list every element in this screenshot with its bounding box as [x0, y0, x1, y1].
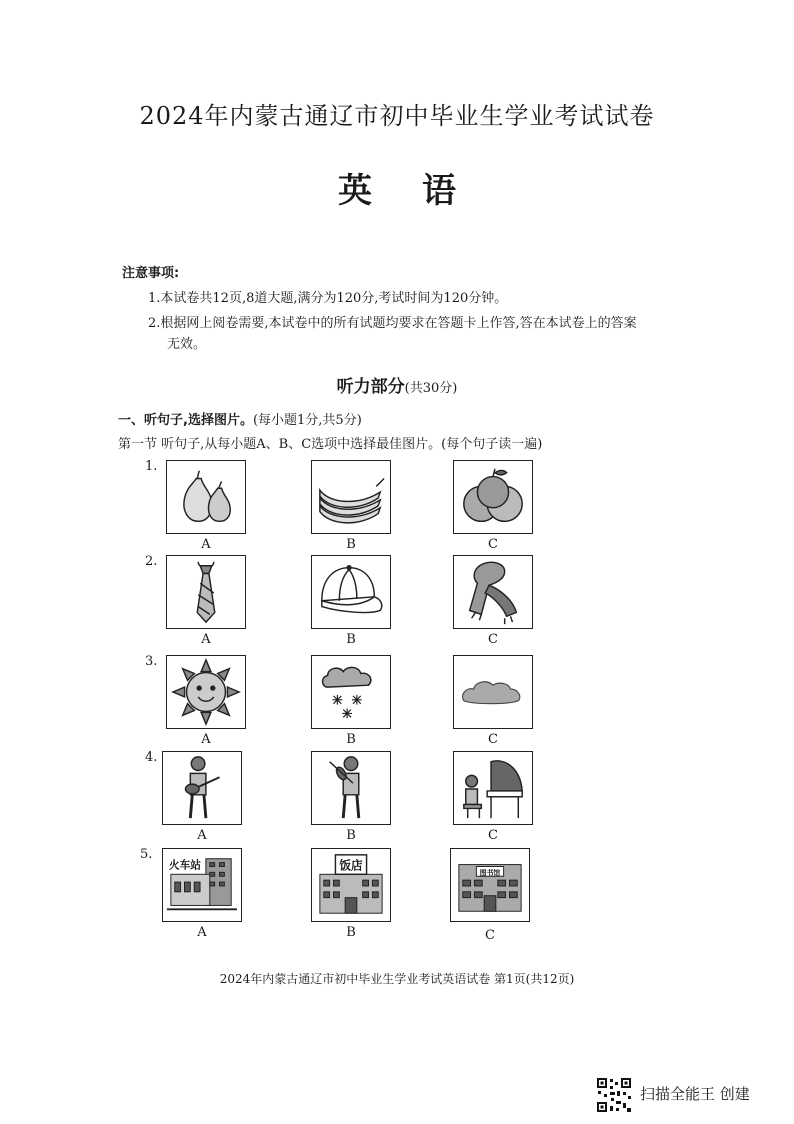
subject-title: 英语 — [338, 171, 506, 211]
guitar-player-icon[interactable] — [162, 751, 242, 825]
option-label: B — [346, 732, 356, 747]
notice-item-2: 2.根据网上阅卷需要,本试卷中的所有试题均要求在答题卡上作答,答在本试卷上的答案 — [148, 316, 637, 331]
question-number: 3. — [145, 654, 158, 669]
cloud-icon[interactable] — [453, 655, 533, 729]
notice-item-1: 1.本试卷共12页,8道大题,满分为120分,考试时间为120分钟。 — [148, 291, 508, 306]
bananas-icon[interactable] — [311, 460, 391, 534]
option-label: A — [201, 632, 211, 647]
option-label: C — [488, 537, 498, 552]
library-icon[interactable] — [450, 848, 530, 922]
qr-code-icon — [596, 1077, 632, 1113]
option-label: B — [346, 537, 356, 552]
option-label: A — [201, 537, 211, 552]
section-title — [0, 372, 794, 397]
violin-player-icon[interactable] — [311, 751, 391, 825]
scanner-watermark: 扫描全能王 创建 — [640, 1085, 750, 1103]
part1-heading — [118, 409, 362, 428]
option-label: C — [488, 632, 498, 647]
option-label: B — [346, 828, 356, 843]
option-label: C — [485, 928, 495, 943]
part1-heading-note: (每小题1分,共5分) — [252, 413, 362, 428]
notice-item-2-continued: 无效。 — [167, 337, 207, 352]
option-label: C — [488, 828, 498, 843]
question-number: 2. — [145, 554, 158, 569]
piano-player-icon[interactable] — [453, 751, 533, 825]
tie-icon[interactable] — [166, 555, 246, 629]
option-label: C — [488, 732, 498, 747]
page-footer: 2024年内蒙古通辽市初中毕业生学业考试英语试卷 第1页(共12页) — [219, 972, 575, 986]
question-number: 5. — [140, 847, 153, 862]
hotel-icon[interactable] — [311, 848, 391, 922]
option-label: B — [346, 925, 356, 940]
option-label: B — [346, 632, 356, 647]
building-sign: 图书馆 — [479, 868, 501, 877]
question-number: 1. — [145, 459, 158, 474]
scarf-icon[interactable] — [453, 555, 533, 629]
building-sign: 火车站 — [168, 858, 201, 872]
cap-icon[interactable] — [311, 555, 391, 629]
section-title-text: 听力部分 — [336, 377, 405, 397]
part1-instruction: 第一节 听句子,从每小题A、B、C选项中选择最佳图片。(每个句子读一遍) — [118, 437, 543, 452]
building-sign: 饭店 — [339, 858, 363, 873]
part1-heading-text: 一、听句子,选择图片。 — [118, 413, 253, 428]
option-label: A — [197, 925, 207, 940]
section-points: (共30分) — [404, 381, 458, 396]
train-station-icon[interactable] — [162, 848, 242, 922]
notice-heading: 注意事项: — [122, 266, 180, 281]
option-label: A — [201, 732, 211, 747]
sun-icon[interactable] — [166, 655, 246, 729]
pears-icon[interactable] — [166, 460, 246, 534]
snow-cloud-icon[interactable] — [311, 655, 391, 729]
apples-icon[interactable] — [453, 460, 533, 534]
exam-title: 2024年内蒙古通辽市初中毕业生学业考试试卷 — [139, 102, 655, 130]
option-label: A — [197, 828, 207, 843]
question-number: 4. — [145, 750, 158, 765]
